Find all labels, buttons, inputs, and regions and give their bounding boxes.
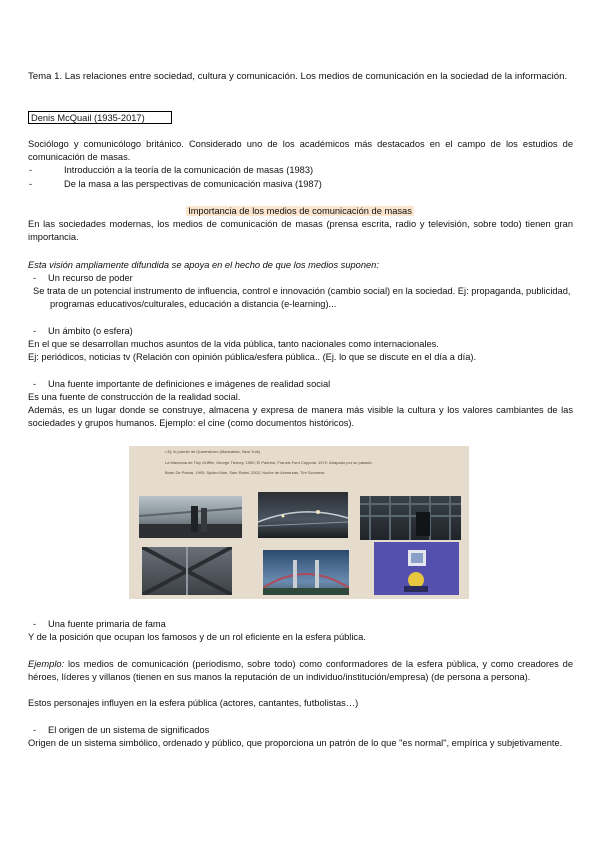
film-still-2 bbox=[258, 492, 348, 538]
point-text-ambito-1: En el que se desarrollan muchos asuntos de la vida pública, tanto nacionales como internacionales. bbox=[28, 339, 439, 349]
document-title: Tema 1. Las relaciones entre sociedad, cultura y comunicación. Los medios de comunicación en la sociedad de la información. bbox=[28, 71, 568, 82]
ejemplo-paragraph bbox=[28, 658, 573, 683]
work-item-2: De la masa a las perspectivas de comunicación masiva (1987) bbox=[64, 179, 322, 189]
point-title-poder: Un recurso de poder bbox=[48, 273, 133, 283]
intro-paragraph: En las sociedades modernas, los medios de comunicación de masas (prensa escrita, radio y televisión, sobre todo) tienen gran importancia. bbox=[28, 219, 573, 242]
point-bullet-origen: - bbox=[33, 725, 37, 735]
film-still-3-art bbox=[360, 496, 461, 540]
film-still-6 bbox=[374, 542, 459, 595]
section-heading: Importancia de los medios de comunicación de masas bbox=[188, 206, 412, 216]
work-item-1: Introducción a la teoría de la comunicación de masas (1983) bbox=[64, 165, 314, 175]
film-stills-slide bbox=[129, 446, 469, 599]
point-bullet-fuente: - bbox=[33, 379, 37, 389]
author-bio: Sociólogo y comunicólogo británico. Considerado uno de los académicos más destacados en el campo de los estudios de comunicación de masas. bbox=[28, 139, 573, 162]
point-text-origen: Origen de un sistema simbólico, ordenado y público, que proporciona un patrón de lo que "es normal", empírica y subjetivamente. bbox=[28, 738, 563, 748]
section-heading-wrap bbox=[0, 205, 600, 218]
point-text-poder: Se trata de un potencial instrumento de influencia, control e innovación (cambio social) en la sociedad. Ej: propaganda, publicidad, programas educativos/culturales, educación a distancia (e-learning)... bbox=[33, 286, 571, 309]
film-still-4 bbox=[142, 547, 232, 595]
point-title-fuente: Una fuente importante de definiciones e imágenes de realidad social bbox=[48, 379, 331, 389]
film-still-1-art bbox=[139, 496, 242, 538]
ejemplo-text: los medios de comunicación (periodismo, sobre todo) como conformadores de la esfera pública, y como creadores de héroes, líderes y villanos (tienen en sus manos la reputación de un individuo/institución/empresa) (de persona a persona). bbox=[28, 659, 573, 682]
point-bullet-ambito: - bbox=[33, 326, 37, 336]
point-text-fama: Y de la posición que ocupan los famosos y de un rol eficiente en la esfera pública. bbox=[28, 632, 366, 642]
point-title-ambito: Un ámbito (o esfera) bbox=[48, 326, 133, 336]
film-still-2-art bbox=[258, 492, 348, 538]
point-text-fuente-1: Es una fuente de construcción de la realidad social. bbox=[28, 392, 241, 402]
film-still-1 bbox=[139, 496, 242, 538]
film-still-5-art bbox=[263, 550, 349, 595]
slide-caption-3: Brian De Palma, 1993; Spider-Man, Sam Raimi, 2002, Noche de Aventuras, Tim Scorsese bbox=[165, 470, 325, 475]
film-still-3 bbox=[360, 496, 461, 540]
slide-caption-1: • Ej: el puente de Queensboro (Manhattan, New York) bbox=[165, 449, 261, 454]
point-text-ambito-2: Ej: periódicos, noticias tv (Relación con opinión pública/esfera pública.. (Ej. lo que se discute en el día a día). bbox=[28, 352, 477, 362]
point-text-fuente-2: Además, es un lugar donde se construye, almacena y expresa de manera más visible la cultura y los valores cambiantes de las sociedades y grupos humanos. Ejemplo: el cine (como documentos históricos). bbox=[28, 405, 573, 428]
work-bullet-1: - bbox=[29, 165, 33, 175]
point-title-origen: El origen de un sistema de significados bbox=[48, 725, 210, 735]
film-still-4-art bbox=[142, 547, 232, 595]
film-still-6-art bbox=[374, 542, 459, 595]
author-box: Denis McQuail (1935-2017) bbox=[28, 111, 172, 124]
personajes-text: Estos personajes influyen en la esfera pública (actores, cantantes, futbolistas…) bbox=[28, 698, 359, 708]
point-bullet-poder: - bbox=[33, 273, 37, 283]
ejemplo-label: Ejemplo: bbox=[28, 659, 65, 669]
italic-lead: Esta visión ampliamente difundida se apoya en el hecho de que los medios suponen: bbox=[28, 260, 379, 270]
point-title-fama: Una fuente primaria de fama bbox=[48, 619, 166, 629]
work-bullet-2: - bbox=[29, 179, 33, 189]
point-bullet-fama: - bbox=[33, 619, 37, 629]
slide-caption-2: La Manzana de Tiny Griffith, George Tierney, 1950; El Padrino, Francis Ford Coppola, 1972; Atrapado por su pasado, bbox=[165, 460, 373, 465]
film-still-5 bbox=[263, 550, 349, 595]
